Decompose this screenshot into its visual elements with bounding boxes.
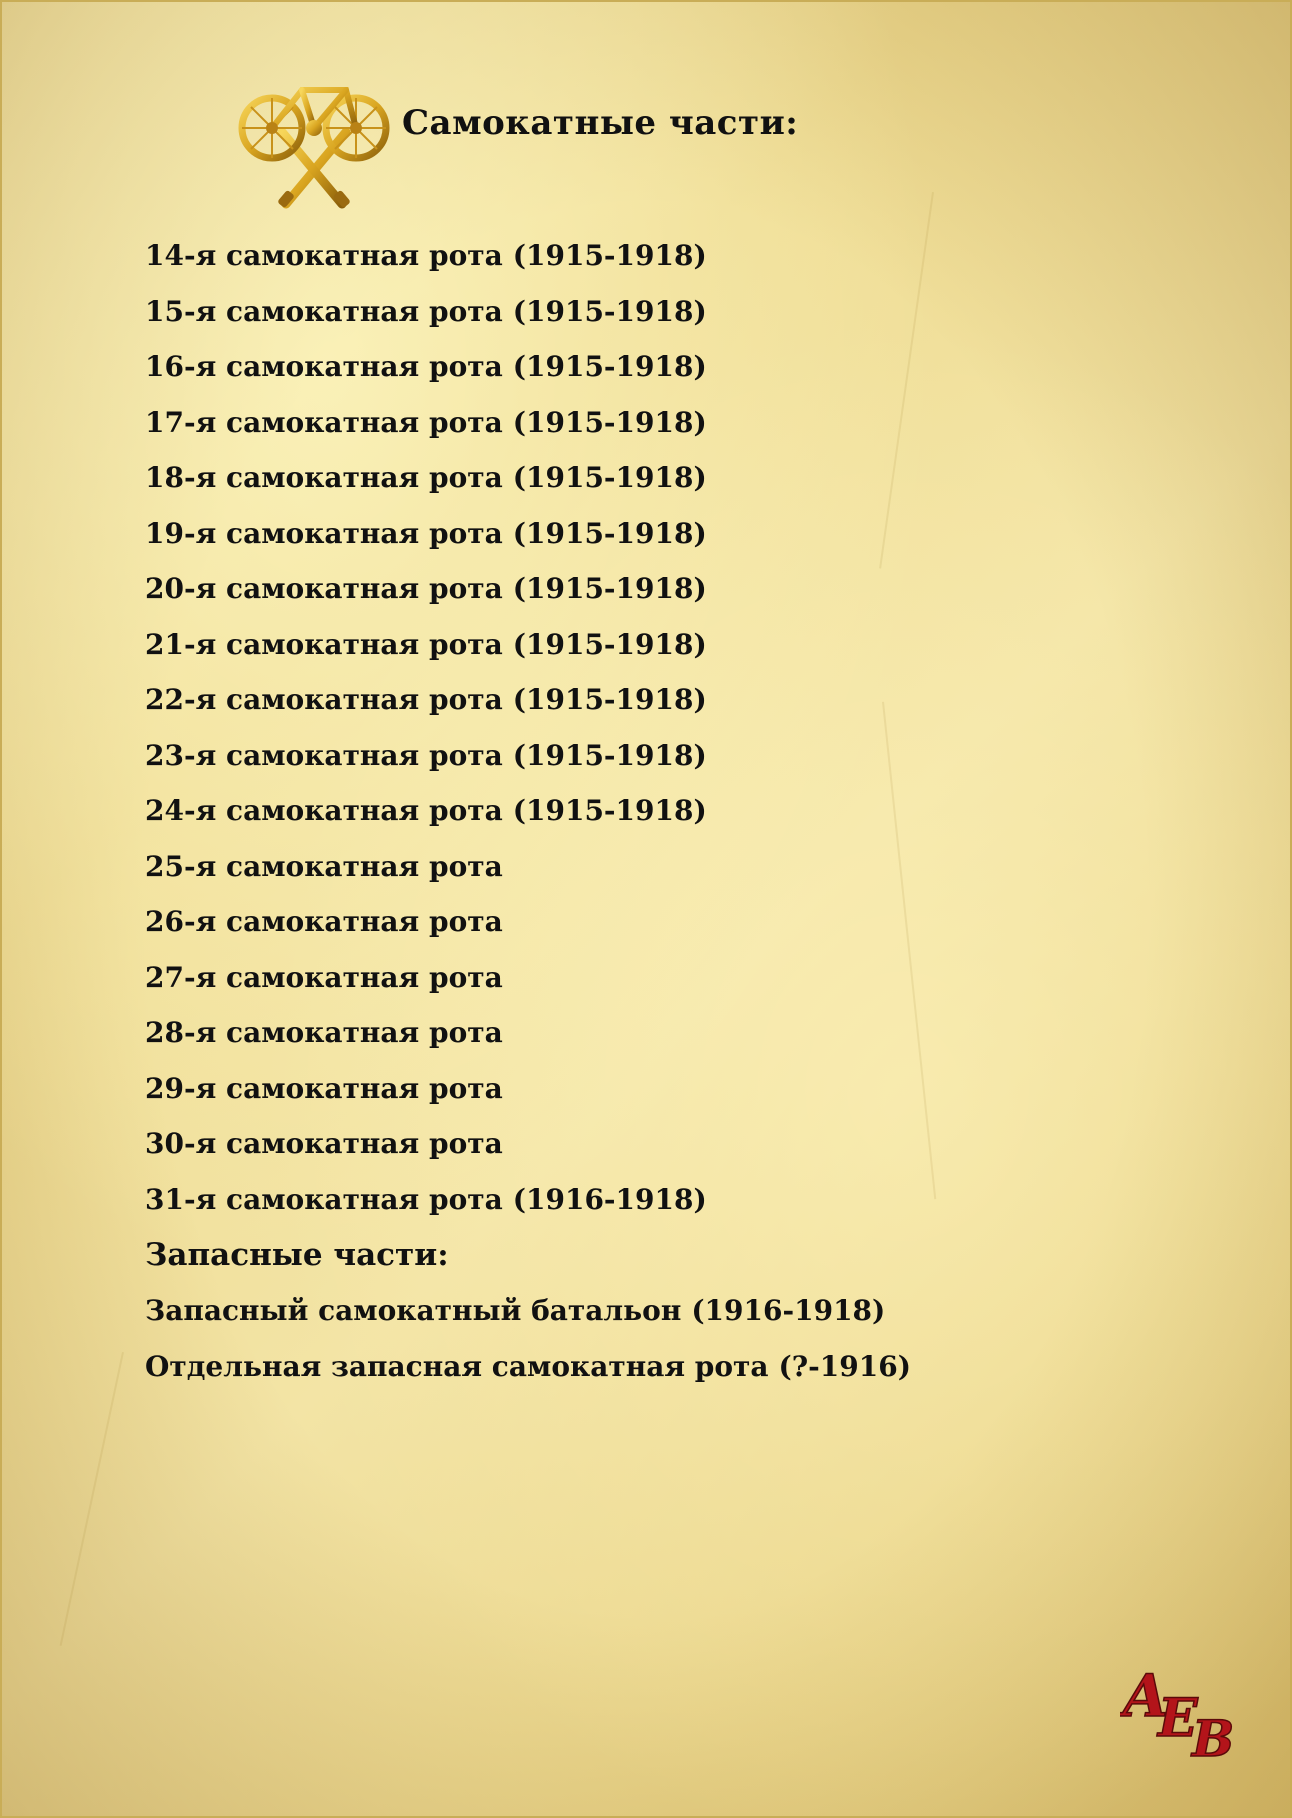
- company-name: 27-я самокатная рота: [145, 960, 503, 994]
- list-item: [145, 1061, 707, 1117]
- list-item: [145, 950, 707, 1006]
- reserve-unit-years: (?-1916): [778, 1349, 911, 1383]
- svg-text:В: В: [1192, 1709, 1235, 1760]
- list-item: [145, 561, 707, 617]
- company-years: (1915-1918): [512, 683, 707, 716]
- reserve-unit-name: Отдельная запасная самокатная рота: [145, 1349, 769, 1383]
- list-item: [145, 672, 707, 728]
- reserve-unit-years: (1916-1918): [691, 1294, 886, 1327]
- company-years: (1915-1918): [512, 461, 707, 494]
- company-years: (1915-1918): [512, 794, 707, 827]
- paper-crease: [60, 1352, 124, 1646]
- company-years: (1915-1918): [512, 239, 707, 272]
- company-years: (1915-1918): [512, 572, 707, 605]
- company-name: 16-я самокатная рота: [145, 350, 503, 383]
- company-name: 21-я самокатная рота: [145, 627, 503, 661]
- author-monogram-logo: [1120, 1660, 1244, 1760]
- header: [234, 66, 798, 216]
- list-item: [145, 395, 707, 451]
- company-list: [145, 228, 707, 1227]
- list-item: [145, 339, 707, 395]
- reserve-list: [145, 1283, 911, 1394]
- svg-text:Е: Е: [1158, 1688, 1198, 1749]
- company-name: 24-я самокатная рота: [145, 794, 503, 827]
- paper-crease: [879, 192, 934, 569]
- company-years: (1915-1918): [512, 516, 707, 550]
- reserve-heading: Запасные части:: [145, 1237, 449, 1273]
- list-item: [145, 1339, 911, 1395]
- company-name: 19-я самокатная рота: [145, 516, 503, 550]
- company-years: (1915-1918): [512, 405, 707, 439]
- list-item: [145, 1005, 707, 1061]
- company-name: 15-я самокатная рота: [145, 294, 503, 328]
- list-item: [145, 284, 707, 340]
- company-name: 29-я самокатная рота: [145, 1071, 503, 1105]
- company-name: 26-я самокатная рота: [145, 905, 503, 938]
- paper-crease: [882, 702, 936, 1199]
- company-name: 23-я самокатная рота: [145, 738, 503, 772]
- company-years: (1915-1918): [512, 738, 707, 772]
- list-item: [145, 450, 707, 506]
- list-item: [145, 1172, 707, 1228]
- svg-text:А: А: [1122, 1662, 1170, 1730]
- company-name: 17-я самокатная рота: [145, 405, 503, 439]
- company-years: (1915-1918): [512, 350, 707, 383]
- company-name: 31-я самокатная рота: [145, 1182, 503, 1216]
- company-name: 18-я самокатная рота: [145, 461, 503, 494]
- reserve-unit-name: Запасный самокатный батальон: [145, 1294, 682, 1327]
- list-item: [145, 839, 707, 895]
- company-years: (1915-1918): [512, 627, 707, 661]
- bicycle-crossed-rifles-emblem-icon: [234, 66, 394, 216]
- page-title: Самокатные части:: [402, 103, 799, 143]
- list-item: [145, 728, 707, 784]
- list-item: [145, 894, 707, 950]
- company-name: 25-я самокатная рота: [145, 849, 503, 883]
- list-item: [145, 228, 707, 284]
- company-years: (1915-1918): [512, 294, 707, 328]
- list-item: [145, 617, 707, 673]
- company-name: 22-я самокатная рота: [145, 683, 503, 716]
- list-item: [145, 1283, 911, 1339]
- company-name: 28-я самокатная рота: [145, 1016, 503, 1049]
- company-name: 30-я самокатная рота: [145, 1127, 503, 1160]
- company-name: 14-я самокатная рота: [145, 239, 503, 272]
- list-item: [145, 506, 707, 562]
- company-years: (1916-1918): [512, 1182, 707, 1216]
- list-item: [145, 1116, 707, 1172]
- company-name: 20-я самокатная рота: [145, 572, 503, 605]
- list-item: [145, 783, 707, 839]
